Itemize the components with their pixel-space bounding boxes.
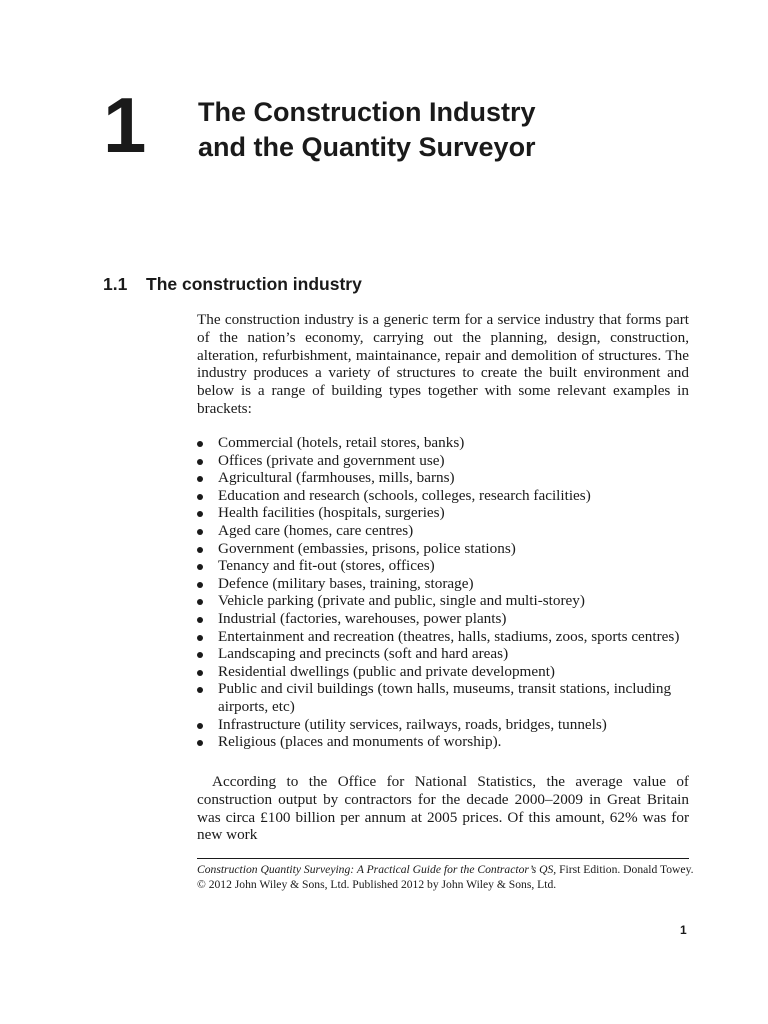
- list-item: Entertainment and recreation (theatres, halls, stadiums, zoos, sports centres): [197, 628, 689, 646]
- statistics-paragraph: According to the Office for National Statistics, the average value of construction output by contractors for the decade 2000–2009 in Great Britain was circa £100 billion per annum at 2005 prices. Of this amount, 62% was for new work: [197, 773, 689, 844]
- section-number: 1.1: [103, 274, 128, 294]
- list-item: Offices (private and government use): [197, 452, 689, 470]
- list-item: Government (embassies, prisons, police stations): [197, 540, 689, 558]
- list-item: Education and research (schools, colleges, research facilities): [197, 487, 689, 505]
- footnote-edition-author: First Edition. Donald Towey.: [556, 863, 694, 876]
- footnote-book-title: Construction Quantity Surveying: A Practical Guide for the Contractor’s QS,: [197, 863, 557, 876]
- list-item: Landscaping and precincts (soft and hard areas): [197, 645, 689, 663]
- footnote-copyright: © 2012 John Wiley & Sons, Ltd. Published 2012 by John Wiley & Sons, Ltd.: [197, 878, 557, 891]
- chapter-title: [198, 95, 718, 165]
- chapter-number: 1: [103, 81, 145, 169]
- list-item: Public and civil buildings (town halls, museums, transit stations, including airports, etc): [197, 680, 689, 715]
- footnote: [197, 862, 697, 892]
- chapter-title-line-2: and the Quantity Surveyor: [198, 132, 536, 162]
- list-item: Vehicle parking (private and public, single and multi-storey): [197, 592, 689, 610]
- footnote-citation: [197, 862, 697, 877]
- list-item: Defence (military bases, training, storage): [197, 575, 689, 593]
- list-item: Residential dwellings (public and private development): [197, 663, 689, 681]
- list-item: Health facilities (hospitals, surgeries): [197, 504, 689, 522]
- chapter-title-line-1: The Construction Industry: [198, 97, 536, 127]
- list-item: Aged care (homes, care centres): [197, 522, 689, 540]
- section-heading: [103, 272, 362, 296]
- list-item: Agricultural (farmhouses, mills, barns): [197, 469, 689, 487]
- intro-paragraph: The construction industry is a generic term for a service industry that forms part of the nation’s economy, carrying out the planning, design, construction, alteration, refurbishment, maintainance, repair and demolition of structures. The industry produces a variety of structures to create the built environment and below is a range of building types together with some relevant examples in brackets:: [197, 311, 689, 417]
- building-types-list: [197, 434, 689, 751]
- list-item: Commercial (hotels, retail stores, banks): [197, 434, 689, 452]
- list-item: Industrial (factories, warehouses, power plants): [197, 610, 689, 628]
- page-number: 1: [680, 923, 687, 937]
- list-item: Tenancy and fit-out (stores, offices): [197, 557, 689, 575]
- list-item: Infrastructure (utility services, railways, roads, bridges, tunnels): [197, 716, 689, 734]
- list-item: Religious (places and monuments of worship).: [197, 733, 689, 751]
- section-title: The construction industry: [146, 274, 362, 294]
- footnote-divider: [197, 858, 689, 859]
